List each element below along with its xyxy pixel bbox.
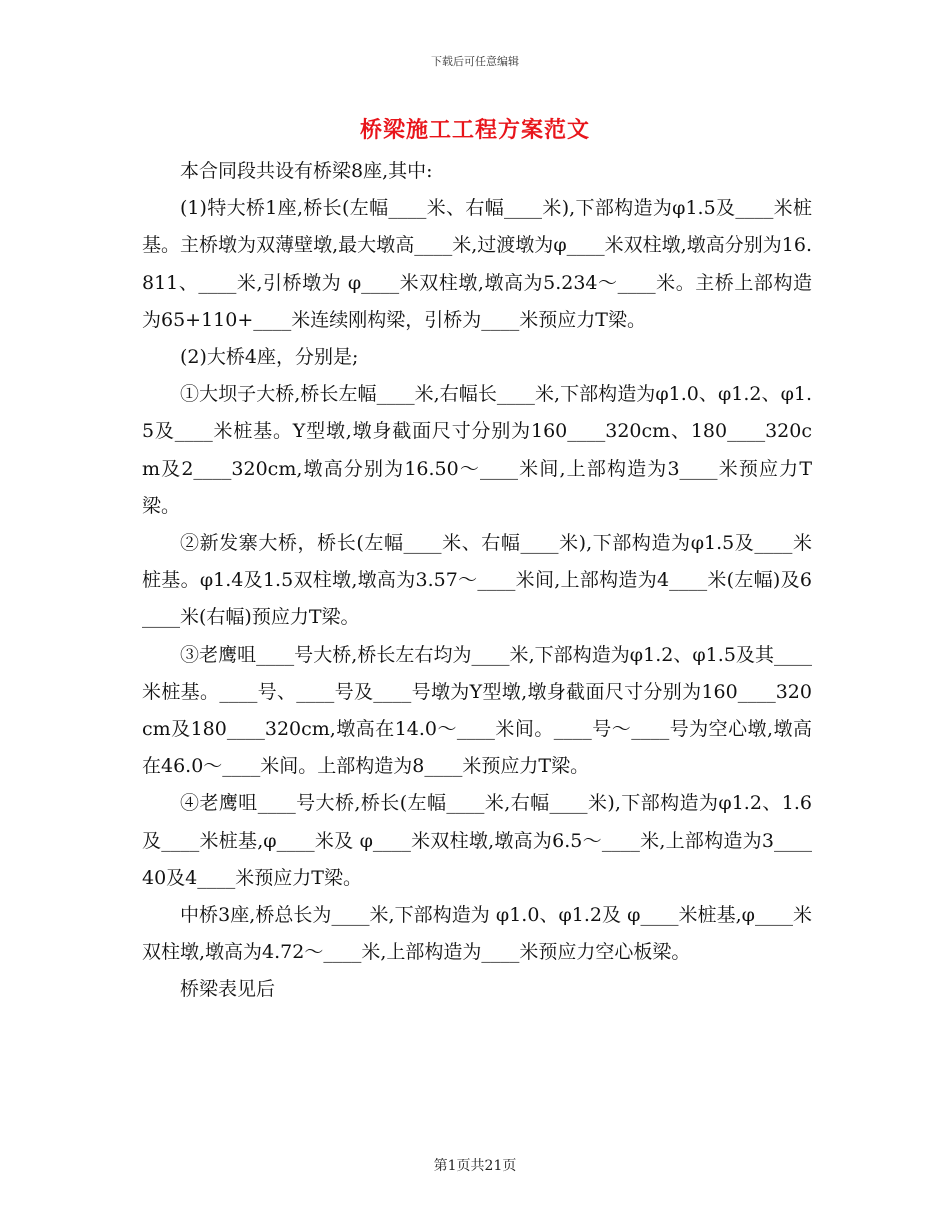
paragraph-intro: 本合同段共设有桥梁8座,其中: <box>180 160 433 182</box>
page-number: 第1页共21页 <box>433 1158 517 1174</box>
document-title: 桥梁施工工程方案范文 <box>359 117 590 143</box>
paragraph-large-bridges-heading: (2)大桥4座，分别是; <box>180 346 359 369</box>
paragraph-dabazi-bridge: ①大坝子大桥,桥长左幅____米,右幅长____米,下部构造为φ1.0、φ1.2、φ1.5及____米桩基。Y型墩,墩身截面尺寸分别为160____320cm、180____320cm及2____320cm,墩高分别为16.50～____米间,上部构造为3____米预应力T梁。 <box>142 383 812 517</box>
document-body <box>142 153 812 1009</box>
paragraph-bridge-table-note: 桥梁表见后 <box>180 978 276 1001</box>
paragraph-xinfazhai-bridge: ②新发寨大桥，桥长(左幅____米、右幅____米),下部构造为φ1.5及____米桩基。φ1.4及1.5双柱墩,墩高为3.57～____米间,上部构造为4____米(左幅)及6____米(右幅)预应力T梁。 <box>142 532 812 629</box>
page-header-note: 下载后可任意编辑 <box>431 55 519 68</box>
paragraph-medium-bridges: 中桥3座,桥总长为____米,下部构造为 φ1.0、φ1.2及 φ____米桩基,φ____米双柱墩,墩高为4.72～____米,上部构造为____米预应力空心板梁。 <box>142 904 812 964</box>
paragraph-super-bridge: (1)特大桥1座,桥长(左幅____米、右幅____米),下部构造为φ1.5及____米桩基。主桥墩为双薄壁墩,最大墩高____米,过渡墩为φ____米双柱墩,墩高分别为16.811、____米,引桥墩为 φ____米双柱墩,墩高为5.234～____米。主桥上部构造为65+110+____米连续刚构梁，引桥为____米预应力T梁。 <box>142 197 812 331</box>
paragraph-laoyingju-bridge-1: ③老鹰咀____号大桥,桥长左右均为____米,下部构造为φ1.2、φ1.5及其____米桩基。____号、____号及____号墩为Y型墩,墩身截面尺寸分别为160____320cm及180____320cm,墩高在14.0～____米间。____号～____号为空心墩,墩高在46.0～____米间。上部构造为8____米预应力T梁。 <box>142 643 812 778</box>
paragraph-laoyingju-bridge-2: ④老鹰咀____号大桥,桥长(左幅____米,右幅____米),下部构造为φ1.2、1.6及____米桩基,φ____米及 φ____米双柱墩,墩高为6.5～____米,上部构造为3____40及4____米预应力T梁。 <box>142 792 812 889</box>
